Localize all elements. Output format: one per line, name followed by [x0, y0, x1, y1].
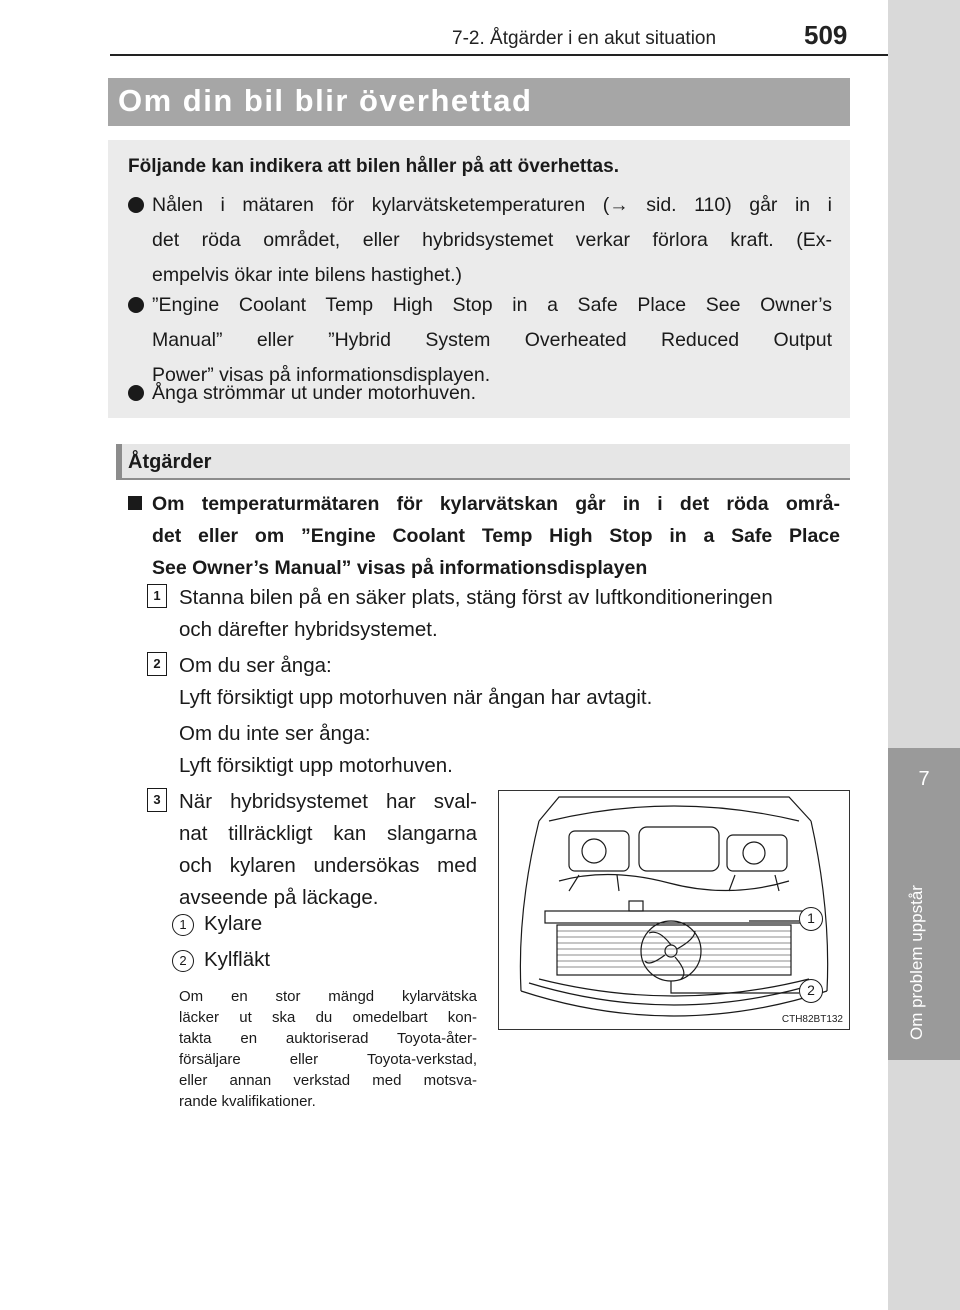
note-line: eller annan verkstad med motsva- [179, 1072, 477, 1089]
page-number: 509 [804, 20, 848, 50]
square-bullet-icon [128, 496, 142, 510]
header-rule [110, 54, 888, 56]
step-number-badge: 3 [147, 788, 167, 812]
step-line: Lyft försiktigt upp motorhuven. [179, 754, 453, 777]
step-text [179, 582, 773, 646]
page-title: Om din bil blir överhettad [118, 83, 533, 118]
condition-line: det eller om ”Engine Coolant Temp High Stop in a Safe Place [152, 525, 840, 547]
step-line: avseende på läckage. [179, 886, 379, 909]
step-line: När hybridsystemet har sval- [179, 790, 477, 813]
figure-callout-fan: 2 [799, 979, 823, 1003]
bullet-icon [128, 385, 144, 401]
condition-line: See Owner’s Manual” visas på informationsdisplayen [152, 557, 648, 579]
note-line: försäljare eller Toyota-verkstad, [179, 1051, 477, 1068]
symptom-line: Power” visas på informationsdisplayen. [152, 364, 491, 386]
symptom-line: empelvis ökar inte bilens hastighet.) [152, 264, 462, 286]
legend-label: Kylare [204, 912, 263, 935]
note-line: takta en auktoriserad Toyota-åter- [179, 1030, 477, 1047]
step-line: och därefter hybridsystemet. [179, 618, 438, 641]
symptom-line: Manual” eller ”Hybrid System Overheated Reduced Output [152, 329, 832, 351]
step-line: Om du inte ser ånga: [179, 722, 371, 745]
condition-line: Om temperaturmätaren för kylarvätskan går in i det röda områ- [152, 493, 840, 515]
note-text [179, 986, 477, 1112]
step-text [179, 786, 477, 914]
symptom-line: det röda området, eller hybridsystemet verkar förlora kraft. (Ex- [152, 229, 832, 251]
section-label: 7-2. Åtgärder i en akut situation [452, 28, 717, 49]
step-number-badge: 2 [147, 652, 167, 676]
symptom-line: ”Engine Coolant Temp High Stop in a Safe Place See Owner’s [152, 294, 832, 316]
symptom-item [152, 376, 832, 411]
note-line: läcker ut ska du omedelbart kon- [179, 1009, 477, 1026]
symptom-line: Nålen i mätaren för kylarvätsketemperaturen (→ sid. 110) går in i [152, 194, 832, 216]
symptom-line: Ånga strömmar ut under motorhuven. [152, 382, 477, 404]
chapter-number: 7 [918, 768, 930, 790]
step-line: nat tillräckligt kan slangarna [179, 822, 477, 845]
actions-header-box [116, 444, 850, 480]
bullet-icon [128, 197, 144, 213]
figure-code: CTH82BT132 [781, 1014, 843, 1025]
step-number-badge: 1 [147, 584, 167, 608]
legend-number-badge: 1 [172, 914, 194, 936]
chapter-tab [888, 0, 960, 1310]
chapter-title: Om problem uppstår [907, 885, 926, 1040]
legend-number-badge: 2 [172, 950, 194, 972]
note-line: Om en stor mängd kylarvätska [179, 988, 477, 1005]
note-line: rande kvalifikationer. [179, 1093, 316, 1110]
actions-header: Åtgärder [128, 451, 212, 473]
engine-bay-illustration [498, 790, 850, 1030]
bullet-icon [128, 297, 144, 313]
engine-bay-drawing [499, 791, 849, 1029]
step-line: Stanna bilen på en säker plats, stäng först av luftkonditioneringen [179, 586, 773, 609]
step-text [179, 650, 652, 714]
step-text-alternative [179, 718, 453, 782]
legend-label: Kylfläkt [204, 948, 271, 971]
step-line: Om du ser ånga: [179, 654, 332, 677]
condition-heading [152, 488, 840, 584]
symptoms-intro: Följande kan indikera att bilen håller på att överhettas. [128, 156, 619, 177]
figure-callout-radiator: 1 [799, 907, 823, 931]
step-line: och kylaren undersökas med [179, 854, 477, 877]
symptom-item [152, 188, 832, 293]
step-line: Lyft försiktigt upp motorhuven när ångan har avtagit. [179, 686, 653, 709]
